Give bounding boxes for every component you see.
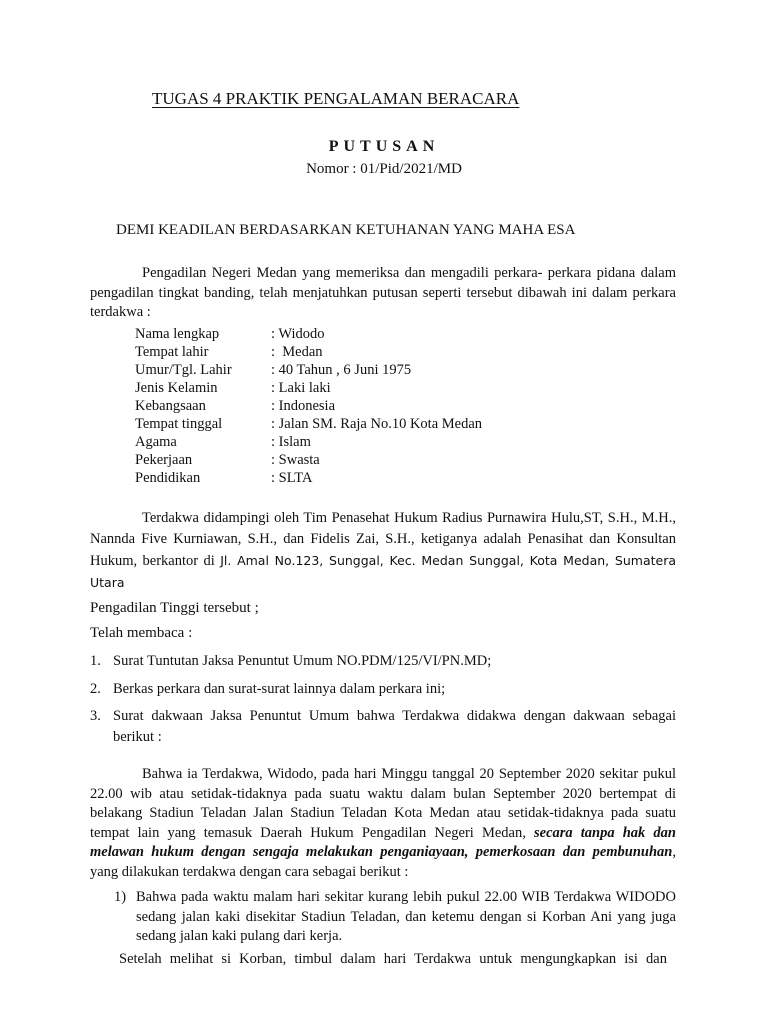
list-number: 3.	[90, 708, 101, 724]
identity-label: Kebangsaan	[135, 398, 206, 414]
counsel-paragraph	[90, 508, 676, 594]
identity-label: Agama	[135, 434, 177, 450]
case-number: Nomor : 01/Pid/2021/MD	[306, 161, 462, 177]
identity-row	[135, 451, 482, 469]
document-title: TUGAS 4 PRAKTIK PENGALAMAN BERACARA	[152, 89, 520, 108]
list-number: 1.	[90, 653, 101, 669]
court-heading: Pengadilan Tinggi tersebut ;	[90, 600, 259, 616]
charge-text: Bahwa ia Terdakwa, Widodo, pada hari Minggu tanggal 20 September 2020 sekitar pukul 22.00 wib atau setidak-tidaknya pada suatu waktu dalam bulan September 2020 bertempat di belakang Stadiun Teladan Jalan Stadiun Teladan Kota Medan atau setidak-tidaknya pada suatu tempat lain yang temasuk Daerah Hukum Pengadilan Negeri Medan,	[90, 766, 676, 841]
list-text: Berkas perkara dan surat-surat lainnya dalam perkara ini;	[113, 680, 446, 697]
identity-row	[135, 325, 482, 343]
identity-row	[135, 397, 482, 415]
charge-text-end: , yang dilakukan terdakwa dengan cara sebagai berikut :	[90, 844, 676, 880]
list-number: 2.	[90, 680, 101, 697]
identity-value: : 40 Tahun , 6 Juni 1975	[271, 362, 412, 378]
defendant-identity	[135, 325, 482, 487]
identity-row	[135, 343, 482, 361]
list-text: Bahwa pada waktu malam hari sekitar kurang lebih pukul 22.00 WIB Terdakwa WIDODO sedang jalan kaki disekitar Stadiun Teladan, dan ketemu dengan si Korban Ani yang juga sedang jalan kaki pulang dari kerja.	[136, 889, 676, 944]
identity-label: Umur/Tgl. Lahir	[135, 362, 232, 378]
charge-emphasis: secara tanpa hak dan melawan hukum dengan sengaja melakukan penganiayaan, pemerkosaan dan pembunuhan	[90, 824, 676, 860]
read-list	[90, 651, 676, 754]
identity-label: Pekerjaan	[135, 452, 193, 468]
list-item	[90, 679, 676, 700]
intro-paragraph	[90, 264, 676, 323]
identity-label: Jenis Kelamin	[135, 380, 218, 396]
list-item	[90, 651, 676, 672]
intro-text: Pengadilan Negeri Medan yang memeriksa dan mengadili perkara- perkara pidana dalam pengadilan tingkat banding, telah menjatuhkan putusan seperti tersebut dibawah ini dalam perkara terdakwa :	[90, 265, 676, 320]
list-item	[114, 888, 676, 947]
identity-row	[135, 361, 482, 379]
counsel-address: Jl. Amal No.123, Sunggal, Kec. Medan Sunggal, Kota Medan, Sumatera Utara	[90, 553, 676, 590]
continuation-line: Setelah melihat si Korban, timbul dalam hari Terdakwa untuk mengungkapkan isi dan	[119, 951, 667, 967]
identity-label: Pendidikan	[135, 470, 201, 486]
identity-label: Tempat lahir	[135, 344, 209, 360]
list-text: Surat dakwaan Jaksa Penuntut Umum bahwa Terdakwa didakwa dengan dakwaan sebagai berikut :	[113, 708, 676, 745]
counsel-text: Terdakwa didampingi oleh Tim Penasehat Hukum Radius Purnawira Hulu,ST, S.H., M.H., Nannda Five Kurniawan, S.H., dan Fidelis Zai, S.H., ketiganya adalah Penasihat dan Konsultan Hukum, berkantor di	[90, 510, 676, 569]
identity-value: : Swasta	[271, 452, 320, 468]
identity-value: : Islam	[271, 434, 311, 450]
read-heading: Telah membaca :	[90, 625, 193, 641]
identity-row	[135, 433, 482, 451]
list-number: 1)	[114, 889, 127, 905]
identity-row	[135, 379, 482, 397]
list-text: Surat Tuntutan Jaksa Penuntut Umum NO.PDM/125/VI/PN.MD;	[113, 653, 492, 669]
identity-value: : Widodo	[271, 326, 325, 342]
identity-value: : Indonesia	[271, 398, 336, 414]
identity-value: : Jalan SM. Raja No.10 Kota Medan	[271, 416, 483, 432]
identity-label: Tempat tinggal	[135, 416, 223, 432]
justice-invocation: DEMI KEADILAN BERDASARKAN KETUHANAN YANG MAHA ESA	[116, 222, 576, 238]
identity-value: : Laki laki	[271, 380, 331, 396]
identity-row	[135, 415, 482, 433]
facts-list	[114, 888, 676, 947]
identity-value: : SLTA	[271, 470, 313, 486]
list-item	[90, 706, 676, 747]
identity-label: Nama lengkap	[135, 326, 220, 342]
charge-paragraph	[90, 765, 676, 882]
identity-row	[135, 469, 482, 487]
identity-value: : Medan	[271, 344, 323, 360]
verdict-heading: PUTUSAN	[328, 138, 440, 155]
